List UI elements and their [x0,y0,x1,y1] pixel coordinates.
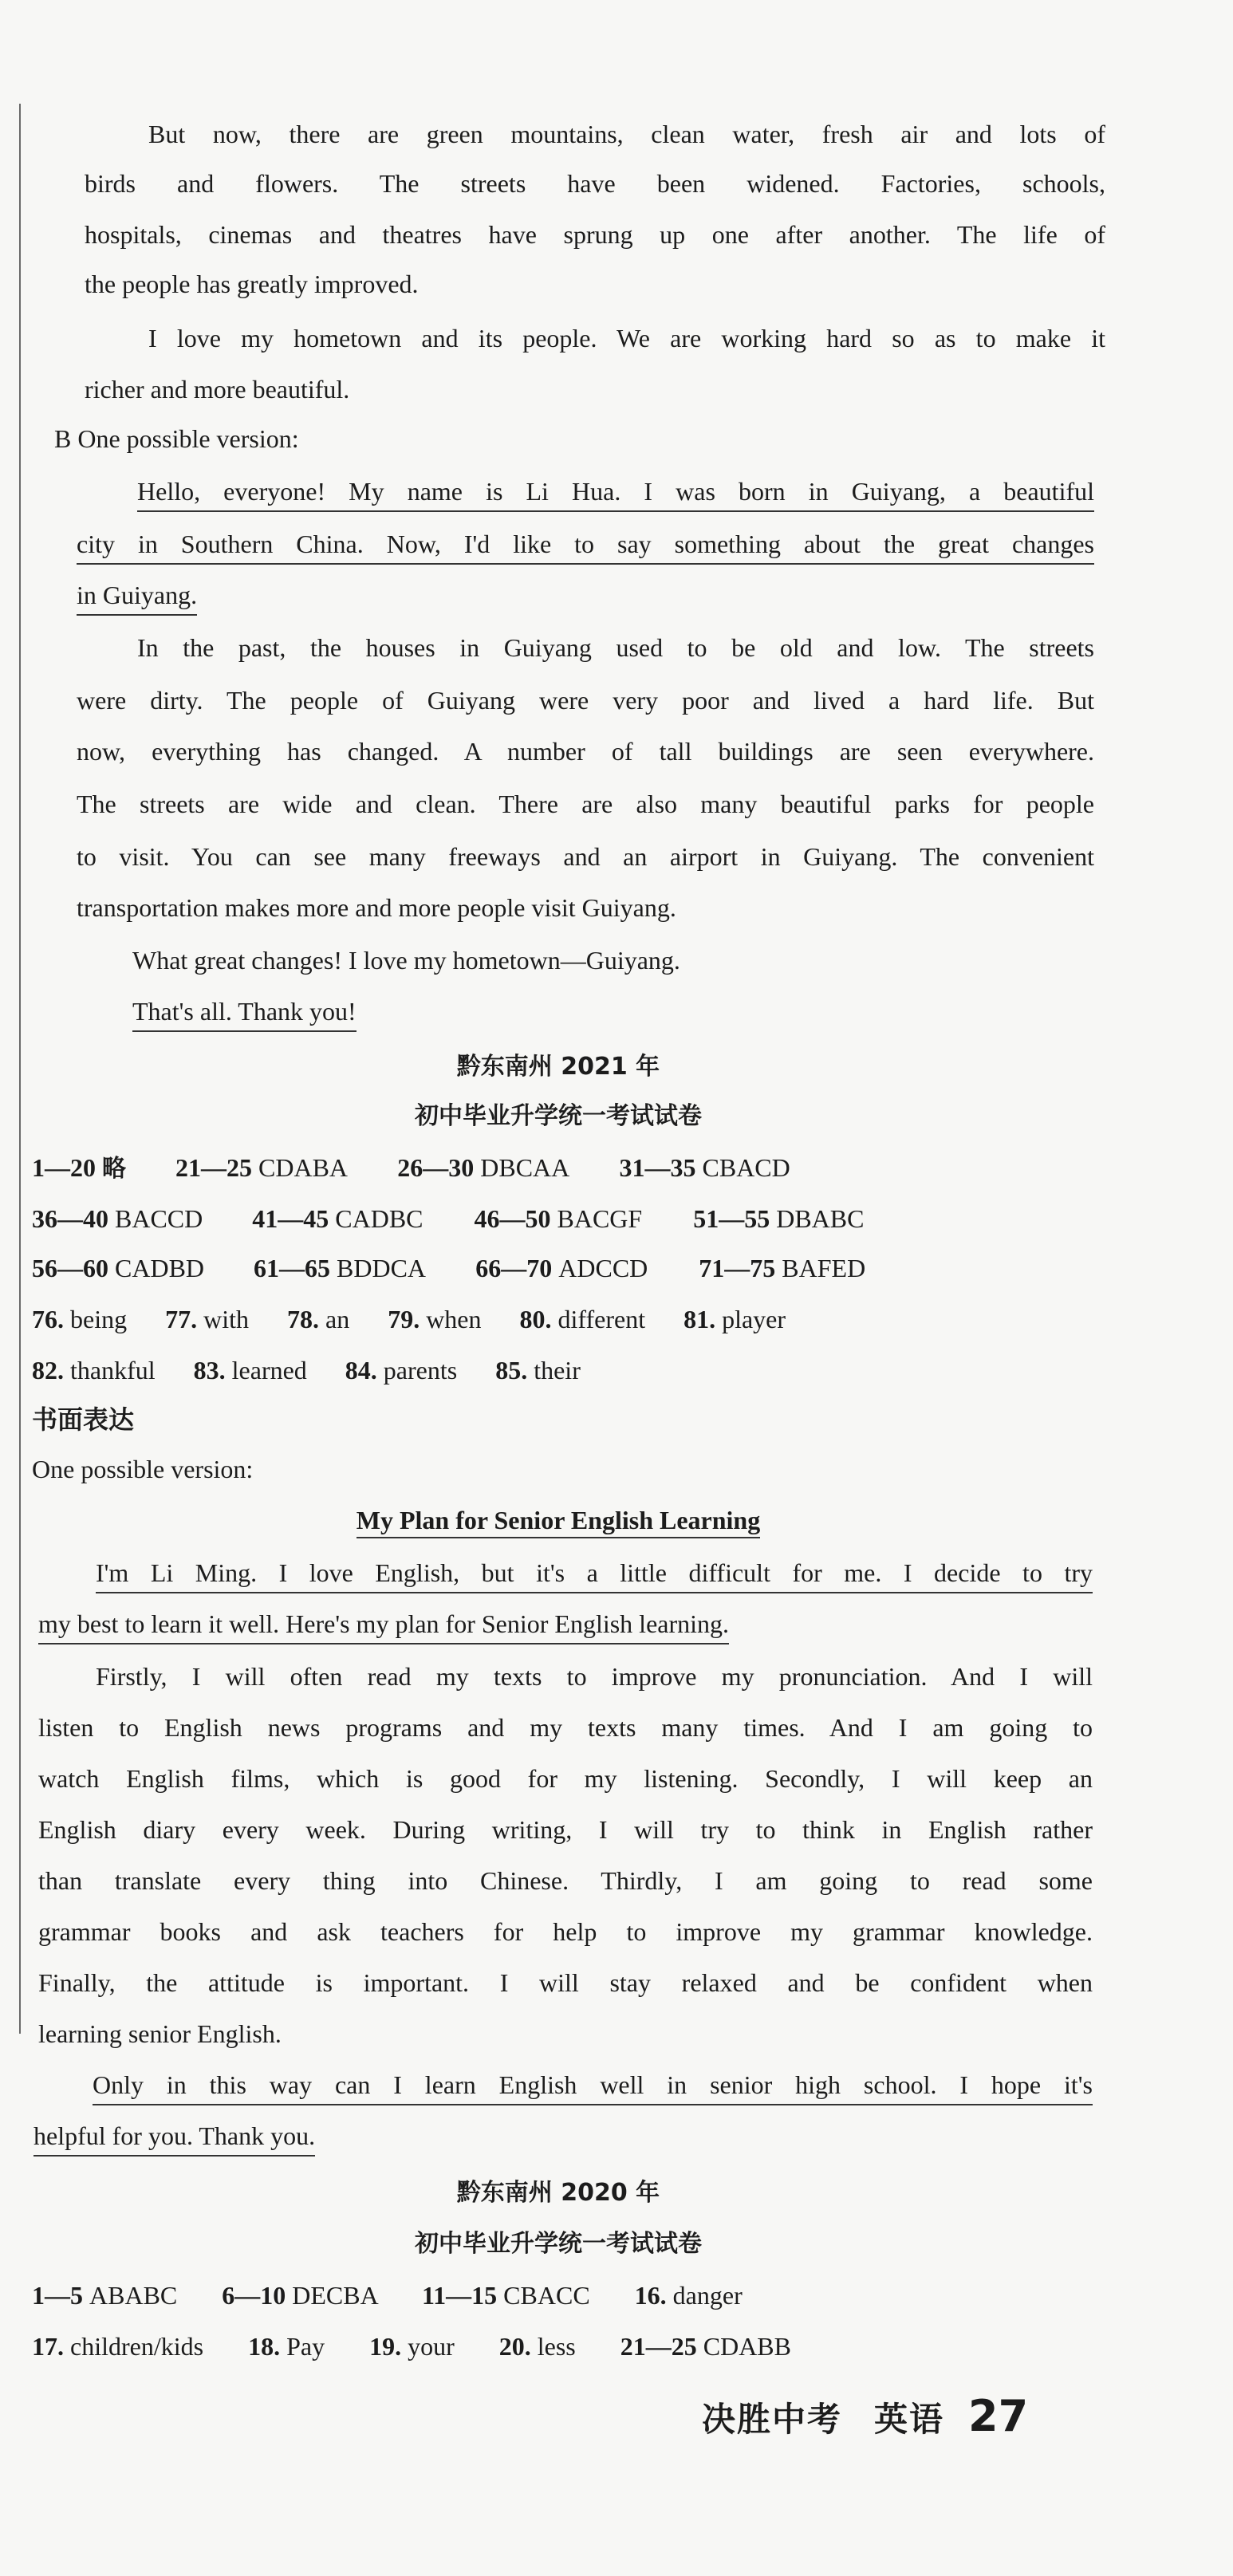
exam-2021-title: 黔东南州 2021 年 [456,1053,660,1081]
answer-key-label: 16. [634,2281,667,2310]
answer-key-label: 21—25 [620,2332,697,2361]
writing-section-label: 书面表达 [32,1404,135,1435]
answer-row-2021-1 [32,1152,790,1185]
answer-key-label: 26—30 [397,1153,475,1182]
answer-row-2020-1 [32,2279,743,2311]
essay-line-8: grammar books and ask teachers for help to improve my grammar knowledge. [38,1917,1093,1946]
answer-key-value: Pay [286,2332,325,2361]
answer-key-label: 85. [495,1356,528,1385]
answer-key-label: 83. [193,1356,226,1385]
answer-key-value: DECBA [292,2281,377,2310]
answer-key-label: 6—10 [222,2281,286,2310]
answer-key-label: 21—25 [175,1153,252,1182]
answer-key-value: with [203,1305,249,1333]
answer-key-value: your [408,2332,455,2361]
essay-line-3: Firstly, I will often read my texts to improve my pronunciation. And I will [96,1662,1093,1691]
essay-line-4: listen to English news programs and my texts many times. And I am going to [38,1713,1093,1742]
answer-key-label: 51—55 [693,1204,770,1233]
answer-key-label: 82. [32,1356,64,1385]
answer-key-value: learned [231,1356,307,1385]
section-b-line-11: That's all. Thank you! [132,995,357,1032]
exam-2021-subtitle: 初中毕业升学统一考试试卷 [415,1102,702,1130]
essay-line-2: my best to learn it well. Here's my plan for Senior English learning. [38,1608,729,1644]
answer-key-label: 81. [683,1305,716,1333]
answer-key-value: BDDCA [337,1254,425,1282]
section-b-line-4: In the past, the houses in Guiyang used to be old and low. The streets [137,633,1094,662]
answer-row-2021-5 [32,1354,581,1386]
book-title: 决胜中考 [702,2400,843,2439]
exam-2020-subtitle: 初中毕业升学统一考试试卷 [415,2230,702,2258]
answer-row-2020-2 [32,2330,791,2362]
essay-title: My Plan for Senior English Learning [357,1506,760,1538]
answer-key-value: different [557,1305,646,1333]
section-b-line-1: Hello, everyone! My name is Li Hua. I was born in Guiyang, a beautiful [137,475,1094,512]
answer-key-value: ADCCD [558,1254,648,1282]
answer-key-value: when [426,1305,482,1333]
section-a-line-1: But now, there are green mountains, clean water, fresh air and lots of [148,120,1105,148]
answer-key-label: 41—45 [252,1204,329,1233]
answer-key-value: DBABC [776,1204,865,1233]
essay-line-6: English diary every week. During writing, I will try to think in English rather [38,1815,1093,1844]
essay-line-9: Finally, the attitude is important. I will stay relaxed and be confident when [38,1968,1093,1997]
answer-key-label: 19. [369,2332,402,2361]
answer-key-label: 36—40 [32,1204,108,1233]
answer-key-value: CADBD [115,1254,205,1282]
answer-key-value: 略 [102,1155,126,1183]
answer-row-2021-4 [32,1303,786,1335]
essay-line-7: than translate every thing into Chinese. Thirdly, I am going to read some [38,1866,1093,1895]
answer-key-label: 11—15 [421,2281,498,2310]
section-a-line-3: hospitals, cinemas and theatres have sprung up one after another. The life of [85,220,1105,249]
writing-version-label: One possible version: [32,1455,254,1483]
answer-key-value: parents [383,1356,458,1385]
section-b-line-9: transportation makes more and more people visit Guiyang. [77,893,676,922]
answer-key-value: CDABA [258,1153,347,1182]
answer-key-value: ABABC [89,2281,178,2310]
answer-key-label: 1—5 [32,2281,83,2310]
section-a-line-2: birds and flowers. The streets have been widened. Factories, schools, [85,169,1105,198]
answer-key-label: 79. [388,1305,420,1333]
answer-key-value: thankful [70,1356,156,1385]
section-b-line-8: to visit. You can see many freeways and an airport in Guiyang. The convenient [77,842,1094,871]
answer-key-value: DBCAA [480,1153,569,1182]
answer-key-value: BACGF [557,1204,643,1233]
answer-key-label: 66—70 [475,1254,553,1282]
answer-key-value: their [534,1356,581,1385]
answer-key-label: 46—50 [474,1204,551,1233]
answer-key-label: 78. [286,1305,319,1333]
answer-key-value: BAFED [782,1254,866,1282]
answer-key-label: 1—20 [32,1153,96,1182]
essay-line-10: learning senior English. [38,2019,282,2048]
exam-2020-title: 黔东南州 2020 年 [456,2179,660,2207]
answer-key-value: player [722,1305,786,1333]
section-b-line-7: The streets are wide and clean. There are also many beautiful parks for people [77,790,1094,818]
essay-line-12: helpful for you. Thank you. [33,2120,315,2157]
essay-title-wrap [0,1504,1117,1536]
section-a-line-4: the people has greatly improved. [85,270,419,298]
section-b-line-10: What great changes! I love my hometown—Guiyang. [132,946,680,975]
section-b-label: B One possible version: [54,424,299,453]
answer-key-label: 56—60 [32,1254,108,1282]
answer-row-2021-3 [32,1252,865,1284]
answer-key-label: 71—75 [699,1254,776,1282]
section-b-line-5: were dirty. The people of Guiyang were very poor and lived a hard life. But [77,686,1094,715]
essay-line-11: Only in this way can I learn English well in senior high school. I hope it's [93,2069,1093,2105]
answer-key-label: 18. [248,2332,281,2361]
section-b-line-2: city in Southern China. Now, I'd like to say something about the great changes [77,528,1094,565]
answer-key-value: danger [672,2281,743,2310]
answer-key-label: 31—35 [619,1153,696,1182]
answer-row-2021-2 [32,1203,864,1235]
essay-line-1: I'm Li Ming. I love English, but it's a little difficult for me. I decide to try [96,1557,1093,1593]
subject-label: 英语 [874,2400,945,2439]
answer-key-value: children/kids [70,2332,204,2361]
answer-key-value: CBACD [702,1153,790,1182]
answer-key-label: 84. [345,1356,377,1385]
answer-key-label: 80. [519,1305,552,1333]
answer-key-label: 17. [32,2332,64,2361]
section-a-line-5: I love my hometown and its people. We are working hard so as to make it [148,324,1105,353]
answer-key-value: an [325,1305,350,1333]
answer-key-label: 61—65 [254,1254,331,1282]
answer-key-label: 20. [498,2332,531,2361]
answer-key-label: 76. [32,1305,64,1333]
answer-key-value: CDABB [703,2332,791,2361]
page-number: 27 [968,2391,1029,2441]
answer-key-value: CADBC [335,1204,423,1233]
section-a-line-6: richer and more beautiful. [85,375,350,404]
page-footer [702,2391,1028,2441]
answer-key-value: BACCD [115,1204,203,1233]
answer-key-value: being [70,1305,128,1333]
essay-line-5: watch English films, which is good for my listening. Secondly, I will keep an [38,1764,1093,1793]
section-b-line-3: in Guiyang. [77,579,197,616]
section-b-line-6: now, everything has changed. A number of tall buildings are seen everywhere. [77,737,1094,766]
answer-key-value: CBACC [503,2281,590,2310]
answer-key-value: less [537,2332,576,2361]
answer-key-label: 77. [165,1305,198,1333]
